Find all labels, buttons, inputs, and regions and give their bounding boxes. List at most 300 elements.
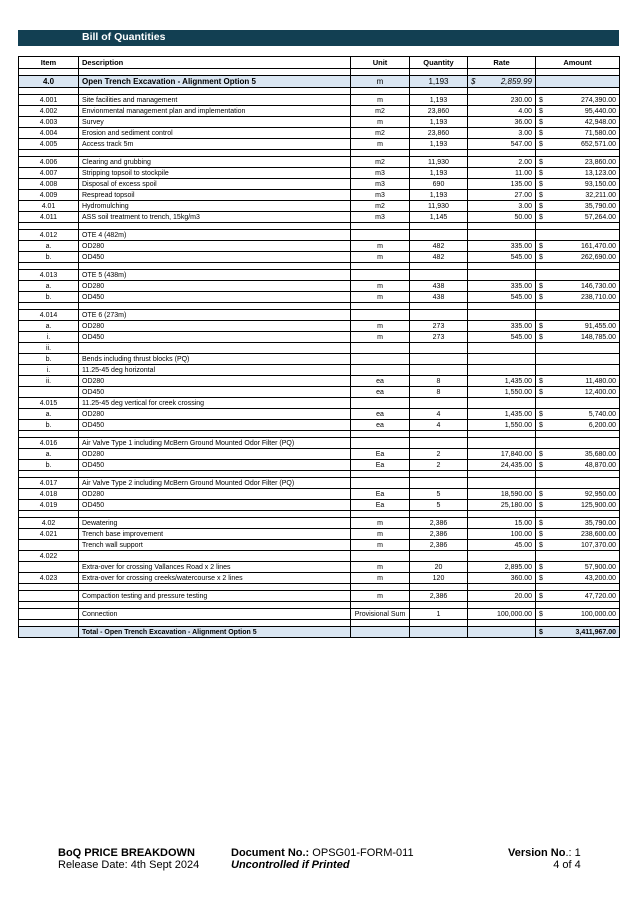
row-currency: $ [536, 529, 550, 540]
table-row [19, 438, 620, 449]
row-quantity: 482 [410, 252, 468, 263]
row-description: Access track 5m [79, 139, 351, 150]
row-item: 4.009 [19, 190, 79, 201]
row-quantity [410, 398, 468, 409]
total-amount: 3,411,967.00 [550, 627, 620, 638]
row-unit [351, 438, 410, 449]
row-amount [550, 343, 620, 354]
row-quantity: 11,930 [410, 157, 468, 168]
row-item: 4.022 [19, 551, 79, 562]
row-unit: ea [351, 409, 410, 420]
row-unit: Ea [351, 449, 410, 460]
row-unit: Ea [351, 489, 410, 500]
row-description: Erosion and sediment control [79, 128, 351, 139]
row-currency: $ [536, 518, 550, 529]
blank-row [19, 150, 620, 157]
row-description: OD450 [79, 420, 351, 431]
row-unit: m2 [351, 106, 410, 117]
row-rate: 335.00 [468, 241, 536, 252]
row-item: b. [19, 460, 79, 471]
row-unit [351, 354, 410, 365]
table-row [19, 387, 620, 398]
row-amount [550, 230, 620, 241]
row-description [79, 343, 351, 354]
row-amount: 42,948.00 [550, 117, 620, 128]
row-description: Connection [79, 609, 351, 620]
table-row [19, 117, 620, 128]
row-unit: m [351, 292, 410, 303]
footer-left [58, 847, 199, 871]
row-quantity [410, 365, 468, 376]
table-row [19, 420, 620, 431]
row-description: Stripping topsoil to stockpile [79, 168, 351, 179]
table-row [19, 201, 620, 212]
blank-row [19, 431, 620, 438]
row-rate: 25,180.00 [468, 500, 536, 511]
row-description: 11.25-45 deg vertical for creek crossing [79, 398, 351, 409]
row-description: 11.25-45 deg horizontal [79, 365, 351, 376]
row-item: 4.023 [19, 573, 79, 584]
section-row [19, 76, 620, 88]
row-quantity: 2 [410, 460, 468, 471]
row-quantity: 120 [410, 573, 468, 584]
row-amount: 35,790.00 [550, 201, 620, 212]
row-amount: 32,211.00 [550, 190, 620, 201]
row-item: 4.003 [19, 117, 79, 128]
row-amount: 125,900.00 [550, 500, 620, 511]
row-quantity: 273 [410, 321, 468, 332]
row-quantity: 8 [410, 387, 468, 398]
row-rate: 36.00 [468, 117, 536, 128]
row-amount: 238,710.00 [550, 292, 620, 303]
row-currency: $ [536, 609, 550, 620]
row-description: Disposal of excess spoil [79, 179, 351, 190]
row-description: ASS soil treatment to trench, 15kg/m3 [79, 212, 351, 223]
row-unit [351, 398, 410, 409]
row-amount: 35,790.00 [550, 518, 620, 529]
row-currency: $ [536, 500, 550, 511]
row-unit: m3 [351, 190, 410, 201]
table-row [19, 591, 620, 602]
row-description: OD280 [79, 321, 351, 332]
row-quantity: 2,386 [410, 518, 468, 529]
row-unit: m [351, 540, 410, 551]
footer-uncontrolled: Uncontrolled if Printed [231, 859, 350, 871]
footer-doc-number: OPSG01-FORM-011 [312, 847, 414, 859]
blank-row [19, 88, 620, 95]
row-quantity: 20 [410, 562, 468, 573]
table-row [19, 95, 620, 106]
footer-doc-label: Document No.: [231, 847, 310, 859]
row-item: a. [19, 449, 79, 460]
row-rate: 50.00 [468, 212, 536, 223]
row-rate: 230.00 [468, 95, 536, 106]
table-row [19, 281, 620, 292]
table-row [19, 128, 620, 139]
row-currency: $ [536, 106, 550, 117]
banner-title: Bill of Quantities [82, 31, 166, 43]
blank-row [19, 584, 620, 591]
row-quantity: 23,860 [410, 106, 468, 117]
row-unit: m [351, 321, 410, 332]
row-quantity: 1,193 [410, 95, 468, 106]
row-description: OD450 [79, 387, 351, 398]
row-amount: 13,123.00 [550, 168, 620, 179]
row-item: i. [19, 332, 79, 343]
row-rate [468, 478, 536, 489]
row-currency: $ [536, 420, 550, 431]
section-quantity: 1,193 [410, 76, 468, 88]
boq-body [19, 88, 620, 627]
row-item: 4.01 [19, 201, 79, 212]
row-quantity: 2,386 [410, 529, 468, 540]
row-description: Compaction testing and pressure testing [79, 591, 351, 602]
header-description: Description [79, 57, 351, 69]
row-unit [351, 270, 410, 281]
row-currency: $ [536, 117, 550, 128]
row-amount: 148,785.00 [550, 332, 620, 343]
section-rate [468, 76, 536, 88]
row-unit: m [351, 241, 410, 252]
row-quantity [410, 310, 468, 321]
row-rate [468, 354, 536, 365]
row-rate: 15.00 [468, 518, 536, 529]
row-currency: $ [536, 157, 550, 168]
row-unit: m3 [351, 212, 410, 223]
row-amount: 43,200.00 [550, 573, 620, 584]
row-description: Trench wall support [79, 540, 351, 551]
row-rate: 11.00 [468, 168, 536, 179]
row-quantity: 5 [410, 500, 468, 511]
table-row [19, 157, 620, 168]
row-amount: 652,571.00 [550, 139, 620, 150]
boq-table [18, 56, 620, 638]
row-quantity: 2,386 [410, 540, 468, 551]
row-description: Extra-over for crossing Vallances Road x 2 lines [79, 562, 351, 573]
table-row [19, 230, 620, 241]
row-currency: $ [536, 387, 550, 398]
row-quantity: 482 [410, 241, 468, 252]
row-currency: $ [536, 281, 550, 292]
row-description: Dewatering [79, 518, 351, 529]
row-currency: $ [536, 460, 550, 471]
row-unit [351, 343, 410, 354]
row-item: 4.016 [19, 438, 79, 449]
table-row [19, 106, 620, 117]
row-amount: 262,690.00 [550, 252, 620, 263]
row-quantity [410, 438, 468, 449]
row-description: OD280 [79, 409, 351, 420]
table-row [19, 449, 620, 460]
row-item: 4.019 [19, 500, 79, 511]
row-amount: 238,600.00 [550, 529, 620, 540]
row-rate: 4.00 [468, 106, 536, 117]
footer-title: BoQ PRICE BREAKDOWN [58, 847, 195, 859]
row-rate: 1,435.00 [468, 409, 536, 420]
row-item: a. [19, 321, 79, 332]
row-unit: Ea [351, 460, 410, 471]
row-description: OD280 [79, 489, 351, 500]
footer-version-value: .: 1 [565, 847, 581, 859]
row-description: OD280 [79, 376, 351, 387]
row-amount: 57,900.00 [550, 562, 620, 573]
row-description: Site facilities and management [79, 95, 351, 106]
blank-row [19, 620, 620, 627]
row-quantity: 2,386 [410, 591, 468, 602]
row-rate: 545.00 [468, 252, 536, 263]
row-amount: 100,000.00 [550, 609, 620, 620]
row-amount: 161,470.00 [550, 241, 620, 252]
row-quantity: 1 [410, 609, 468, 620]
row-rate: 24,435.00 [468, 460, 536, 471]
row-currency: $ [536, 179, 550, 190]
row-currency: $ [536, 168, 550, 179]
row-amount: 274,390.00 [550, 95, 620, 106]
row-item: 4.011 [19, 212, 79, 223]
row-item: 4.006 [19, 157, 79, 168]
row-item: a. [19, 241, 79, 252]
row-item: b. [19, 354, 79, 365]
row-description: OTE 6 (273m) [79, 310, 351, 321]
section-description: Open Trench Excavation - Alignment Option 5 [79, 76, 351, 88]
table-row [19, 310, 620, 321]
row-description: OD450 [79, 500, 351, 511]
row-unit: m [351, 591, 410, 602]
row-quantity: 1,193 [410, 139, 468, 150]
total-currency: $ [536, 627, 550, 638]
row-rate: 335.00 [468, 281, 536, 292]
row-item: 4.02 [19, 518, 79, 529]
table-row [19, 609, 620, 620]
row-description: OD280 [79, 449, 351, 460]
footer-version-label: Version No [508, 847, 566, 859]
row-rate: 45.00 [468, 540, 536, 551]
table-row [19, 212, 620, 223]
row-unit: m [351, 281, 410, 292]
row-unit: m2 [351, 157, 410, 168]
table-row [19, 518, 620, 529]
row-quantity: 273 [410, 332, 468, 343]
row-unit: m [351, 332, 410, 343]
row-currency: $ [536, 128, 550, 139]
row-rate: 100,000.00 [468, 609, 536, 620]
row-item: 4.001 [19, 95, 79, 106]
row-quantity: 4 [410, 420, 468, 431]
table-row [19, 551, 620, 562]
row-amount: 6,200.00 [550, 420, 620, 431]
table-row [19, 540, 620, 551]
row-unit: m [351, 529, 410, 540]
row-amount: 93,150.00 [550, 179, 620, 190]
footer-release: Release Date: 4th Sept 2024 [58, 859, 200, 871]
row-amount [550, 354, 620, 365]
row-description: Bends including thrust blocks (PQ) [79, 354, 351, 365]
row-rate [468, 365, 536, 376]
row-rate [468, 343, 536, 354]
row-rate: 20.00 [468, 591, 536, 602]
row-unit: m2 [351, 128, 410, 139]
row-description: Air Valve Type 1 including McBern Ground Mounted Odor Filter (PQ) [79, 438, 351, 449]
row-amount: 146,730.00 [550, 281, 620, 292]
table-row [19, 332, 620, 343]
row-amount: 35,680.00 [550, 449, 620, 460]
row-unit: m [351, 518, 410, 529]
row-description: Survey [79, 117, 351, 128]
table-row [19, 168, 620, 179]
table-row [19, 354, 620, 365]
row-currency: $ [536, 540, 550, 551]
row-rate [468, 230, 536, 241]
row-item: 4.013 [19, 270, 79, 281]
row-unit: m3 [351, 168, 410, 179]
row-description: Trench base improvement [79, 529, 351, 540]
row-amount: 71,580.00 [550, 128, 620, 139]
row-currency: $ [536, 562, 550, 573]
row-description: Air Valve Type 2 including McBern Ground Mounted Odor Filter (PQ) [79, 478, 351, 489]
blank-row [19, 511, 620, 518]
row-unit [351, 230, 410, 241]
row-amount: 5,740.00 [550, 409, 620, 420]
table-row [19, 376, 620, 387]
row-quantity: 8 [410, 376, 468, 387]
row-rate: 1,435.00 [468, 376, 536, 387]
row-quantity: 2 [410, 449, 468, 460]
row-unit: m2 [351, 201, 410, 212]
row-item: 4.014 [19, 310, 79, 321]
row-amount: 11,480.00 [550, 376, 620, 387]
row-rate [468, 438, 536, 449]
footer-page: 4 of 4 [553, 859, 581, 871]
row-unit: ea [351, 387, 410, 398]
row-quantity [410, 343, 468, 354]
total-row [19, 627, 620, 638]
row-currency: $ [536, 292, 550, 303]
header-rate: Rate [468, 57, 536, 69]
header-item: Item [19, 57, 79, 69]
table-row [19, 139, 620, 150]
row-item: a. [19, 281, 79, 292]
row-description: OD450 [79, 460, 351, 471]
row-rate: 3.00 [468, 128, 536, 139]
row-currency: $ [536, 212, 550, 223]
row-amount [550, 478, 620, 489]
row-item: b. [19, 292, 79, 303]
row-item: 4.007 [19, 168, 79, 179]
table-row [19, 179, 620, 190]
row-item: 4.008 [19, 179, 79, 190]
row-description: OD450 [79, 332, 351, 343]
table-row [19, 241, 620, 252]
row-rate: 547.00 [468, 139, 536, 150]
table-row [19, 270, 620, 281]
blank-row [19, 263, 620, 270]
row-item: a. [19, 409, 79, 420]
row-quantity [410, 551, 468, 562]
row-item: 4.021 [19, 529, 79, 540]
blank-row [19, 303, 620, 310]
row-description: Respread topsoil [79, 190, 351, 201]
blank-row [19, 69, 620, 76]
section-rate-value: 2,859.99 [500, 77, 532, 86]
row-unit: m [351, 562, 410, 573]
header-quantity: Quantity [410, 57, 468, 69]
row-unit [351, 551, 410, 562]
row-rate: 17,840.00 [468, 449, 536, 460]
row-quantity: 1,193 [410, 117, 468, 128]
row-amount [550, 438, 620, 449]
row-rate: 2,895.00 [468, 562, 536, 573]
blank-row [19, 223, 620, 230]
row-item: 4.012 [19, 230, 79, 241]
row-description: OTE 5 (438m) [79, 270, 351, 281]
row-rate [468, 551, 536, 562]
row-amount: 91,455.00 [550, 321, 620, 332]
table-row [19, 190, 620, 201]
row-rate: 545.00 [468, 292, 536, 303]
header-unit: Unit [351, 57, 410, 69]
row-item: i. [19, 365, 79, 376]
row-currency: $ [536, 376, 550, 387]
row-unit: Provisional Sum [351, 609, 410, 620]
header-row [19, 57, 620, 69]
row-description: OD450 [79, 252, 351, 263]
title-banner [18, 30, 619, 46]
row-rate: 360.00 [468, 573, 536, 584]
total-description: Total - Open Trench Excavation - Alignment Option 5 [79, 627, 351, 638]
table-row [19, 529, 620, 540]
row-currency: $ [536, 409, 550, 420]
row-currency: $ [536, 252, 550, 263]
row-rate: 1,550.00 [468, 387, 536, 398]
row-item: ii. [19, 343, 79, 354]
table-row [19, 398, 620, 409]
table-row [19, 500, 620, 511]
footer-center [231, 847, 414, 871]
table-row [19, 573, 620, 584]
footer-right [508, 847, 581, 871]
row-item [19, 591, 79, 602]
table-row [19, 252, 620, 263]
row-unit: m3 [351, 179, 410, 190]
row-currency: $ [536, 241, 550, 252]
row-item: 4.015 [19, 398, 79, 409]
row-description: OD280 [79, 241, 351, 252]
table-row [19, 489, 620, 500]
row-amount [550, 398, 620, 409]
row-quantity: 438 [410, 281, 468, 292]
table-row [19, 365, 620, 376]
row-quantity: 1,193 [410, 190, 468, 201]
table-row [19, 460, 620, 471]
row-item: b. [19, 252, 79, 263]
row-currency: $ [536, 449, 550, 460]
row-currency: $ [536, 591, 550, 602]
row-description: OD280 [79, 281, 351, 292]
row-description [79, 551, 351, 562]
row-item [19, 540, 79, 551]
row-rate [468, 270, 536, 281]
row-rate: 1,550.00 [468, 420, 536, 431]
row-amount: 107,370.00 [550, 540, 620, 551]
row-amount: 12,400.00 [550, 387, 620, 398]
table-row [19, 292, 620, 303]
row-quantity: 1,145 [410, 212, 468, 223]
row-currency: $ [536, 95, 550, 106]
row-quantity: 1,193 [410, 168, 468, 179]
table-row [19, 562, 620, 573]
row-unit [351, 365, 410, 376]
row-description: Extra-over for crossing creeks/watercourse x 2 lines [79, 573, 351, 584]
